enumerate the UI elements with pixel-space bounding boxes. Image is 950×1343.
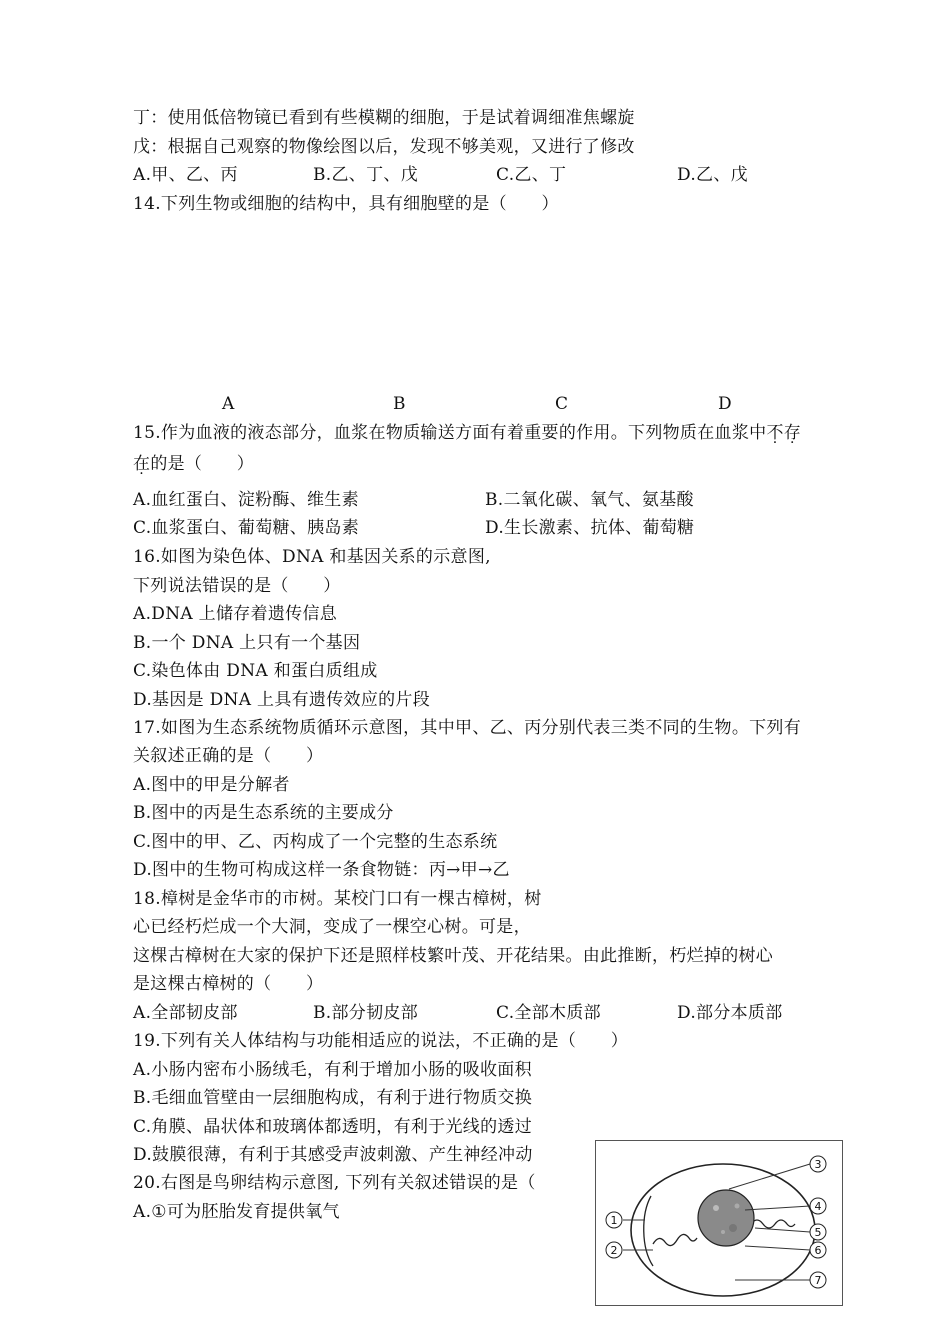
bird-egg-diagram xyxy=(595,1140,843,1306)
q17-option-b: B.图中的丙是生态系统的主要成分 xyxy=(133,803,394,823)
label-6 xyxy=(810,1242,826,1258)
q19-option-a: A.小肠内密布小肠绒毛，有利于增加小肠的吸收面积 xyxy=(133,1060,532,1080)
label-4 xyxy=(810,1198,826,1214)
q13-option-b: B.乙、丁、戊 xyxy=(313,165,418,185)
svg-text:3: 3 xyxy=(814,1158,822,1171)
q13-statement-ding: 丁：使用低倍物镜已看到有些模糊的细胞，于是试着调细准焦螺旋 xyxy=(133,108,635,128)
q18-stem-line4: 是这棵古樟树的（ ） xyxy=(133,974,324,994)
q13-option-d: D.乙、戊 xyxy=(677,165,748,185)
q15-emphasis-bu: 不 xyxy=(766,423,784,443)
q18-stem-line1: 18.樟树是金华市的市树。某校门口有一棵古樟树，树 xyxy=(133,889,542,909)
q13-option-a: A.甲、乙、丙 xyxy=(133,165,238,185)
q18-option-d: D.部分本质部 xyxy=(677,1003,783,1023)
q16-option-c: C.染色体由 DNA 和蛋白质组成 xyxy=(133,661,378,681)
q17-stem-line1: 17.如图为生态系统物质循环示意图，其中甲、乙、丙分别代表三类不同的生物。下列有 xyxy=(133,718,802,738)
q14-image-label-c: C xyxy=(555,394,569,414)
label-5 xyxy=(810,1224,826,1240)
q20-stem: 20.右图是鸟卵结构示意图, 下列有关叙述错误的是（ xyxy=(133,1173,536,1193)
q19-option-b: B.毛细血管壁由一层细胞构成，有利于进行物质交换 xyxy=(133,1088,533,1108)
q17-option-c: C.图中的甲、乙、丙构成了一个完整的生态系统 xyxy=(133,832,498,852)
q15-option-d: D.生长激素、抗体、葡萄糖 xyxy=(485,518,695,538)
svg-text:6: 6 xyxy=(814,1244,822,1257)
svg-text:2: 2 xyxy=(610,1244,618,1257)
q16-option-d: D.基因是 DNA 上具有遗传效应的片段 xyxy=(133,690,431,710)
q13-statement-wu: 戊：根据自己观察的物像绘图以后，发现不够美观，又进行了修改 xyxy=(133,137,635,157)
q19-stem: 19.下列有关人体结构与功能相适应的说法，不正确的是（ ） xyxy=(133,1031,629,1051)
q19-option-c: C.角膜、晶状体和玻璃体都透明，有利于光线的透过 xyxy=(133,1117,533,1137)
svg-text:1: 1 xyxy=(610,1214,618,1227)
q17-option-d: D.图中的生物可构成这样一条食物链：丙→甲→乙 xyxy=(133,860,510,880)
q18-stem-line3: 这棵古樟树在大家的保护下还是照样枝繁叶茂、开花结果。由此推断，朽烂掉的树心 xyxy=(133,946,774,966)
q15-option-c: C.血浆蛋白、葡萄糖、胰岛素 xyxy=(133,518,360,538)
q13-option-c: C.乙、丁 xyxy=(496,165,567,185)
egg-yolk xyxy=(698,1190,754,1246)
q15-option-a: A.血红蛋白、淀粉酶、维生素 xyxy=(133,490,359,510)
q20-option-a: A.①可为胚胎发育提供氧气 xyxy=(133,1202,340,1222)
q15-emphasis-zai: 在 xyxy=(133,454,151,474)
q14-image-label-d: D xyxy=(718,394,732,414)
q18-option-c: C.全部木质部 xyxy=(496,1003,601,1023)
svg-text:5: 5 xyxy=(814,1226,822,1239)
q15-emphasis-cun: 存 xyxy=(783,423,802,443)
q18-option-a: A.全部韧皮部 xyxy=(133,1003,238,1023)
svg-text:7: 7 xyxy=(814,1274,822,1287)
q14-image-label-b: B xyxy=(393,394,406,414)
q14-stem: 14.下列生物或细胞的结构中，具有细胞壁的是（ ） xyxy=(133,194,559,214)
q15-stem-line2: 在的是（ ） xyxy=(133,454,255,474)
q15-stem-line1: 15.作为血液的液态部分，血浆在物质输送方面有着重要的作用。下列物质在血浆中不存 xyxy=(133,423,802,443)
label-7 xyxy=(810,1272,826,1288)
q18-option-b: B.部分韧皮部 xyxy=(313,1003,418,1023)
q16-option-a: A.DNA 上储存着遗传信息 xyxy=(133,604,338,624)
q16-stem-line1: 16.如图为染色体、DNA 和基因关系的示意图, xyxy=(133,547,491,567)
q19-option-d: D.鼓膜很薄，有利于其感受声波刺激、产生神经冲动 xyxy=(133,1145,533,1165)
q17-stem-line2: 关叙述正确的是（ ） xyxy=(133,746,324,766)
q18-stem-line2: 心已经朽烂成一个大洞，变成了一棵空心树。可是， xyxy=(133,917,531,937)
svg-text:4: 4 xyxy=(814,1200,822,1213)
label-3 xyxy=(810,1156,826,1172)
label-2 xyxy=(606,1242,622,1258)
label-1 xyxy=(606,1212,622,1228)
q17-option-a: A.图中的甲是分解者 xyxy=(133,775,290,795)
q16-option-b: B.一个 DNA 上只有一个基因 xyxy=(133,633,361,653)
q14-image-label-a: A xyxy=(222,394,235,414)
q15-option-b: B.二氧化碳、氧气、氨基酸 xyxy=(485,490,694,510)
q16-stem-line2: 下列说法错误的是（ ） xyxy=(133,576,341,596)
